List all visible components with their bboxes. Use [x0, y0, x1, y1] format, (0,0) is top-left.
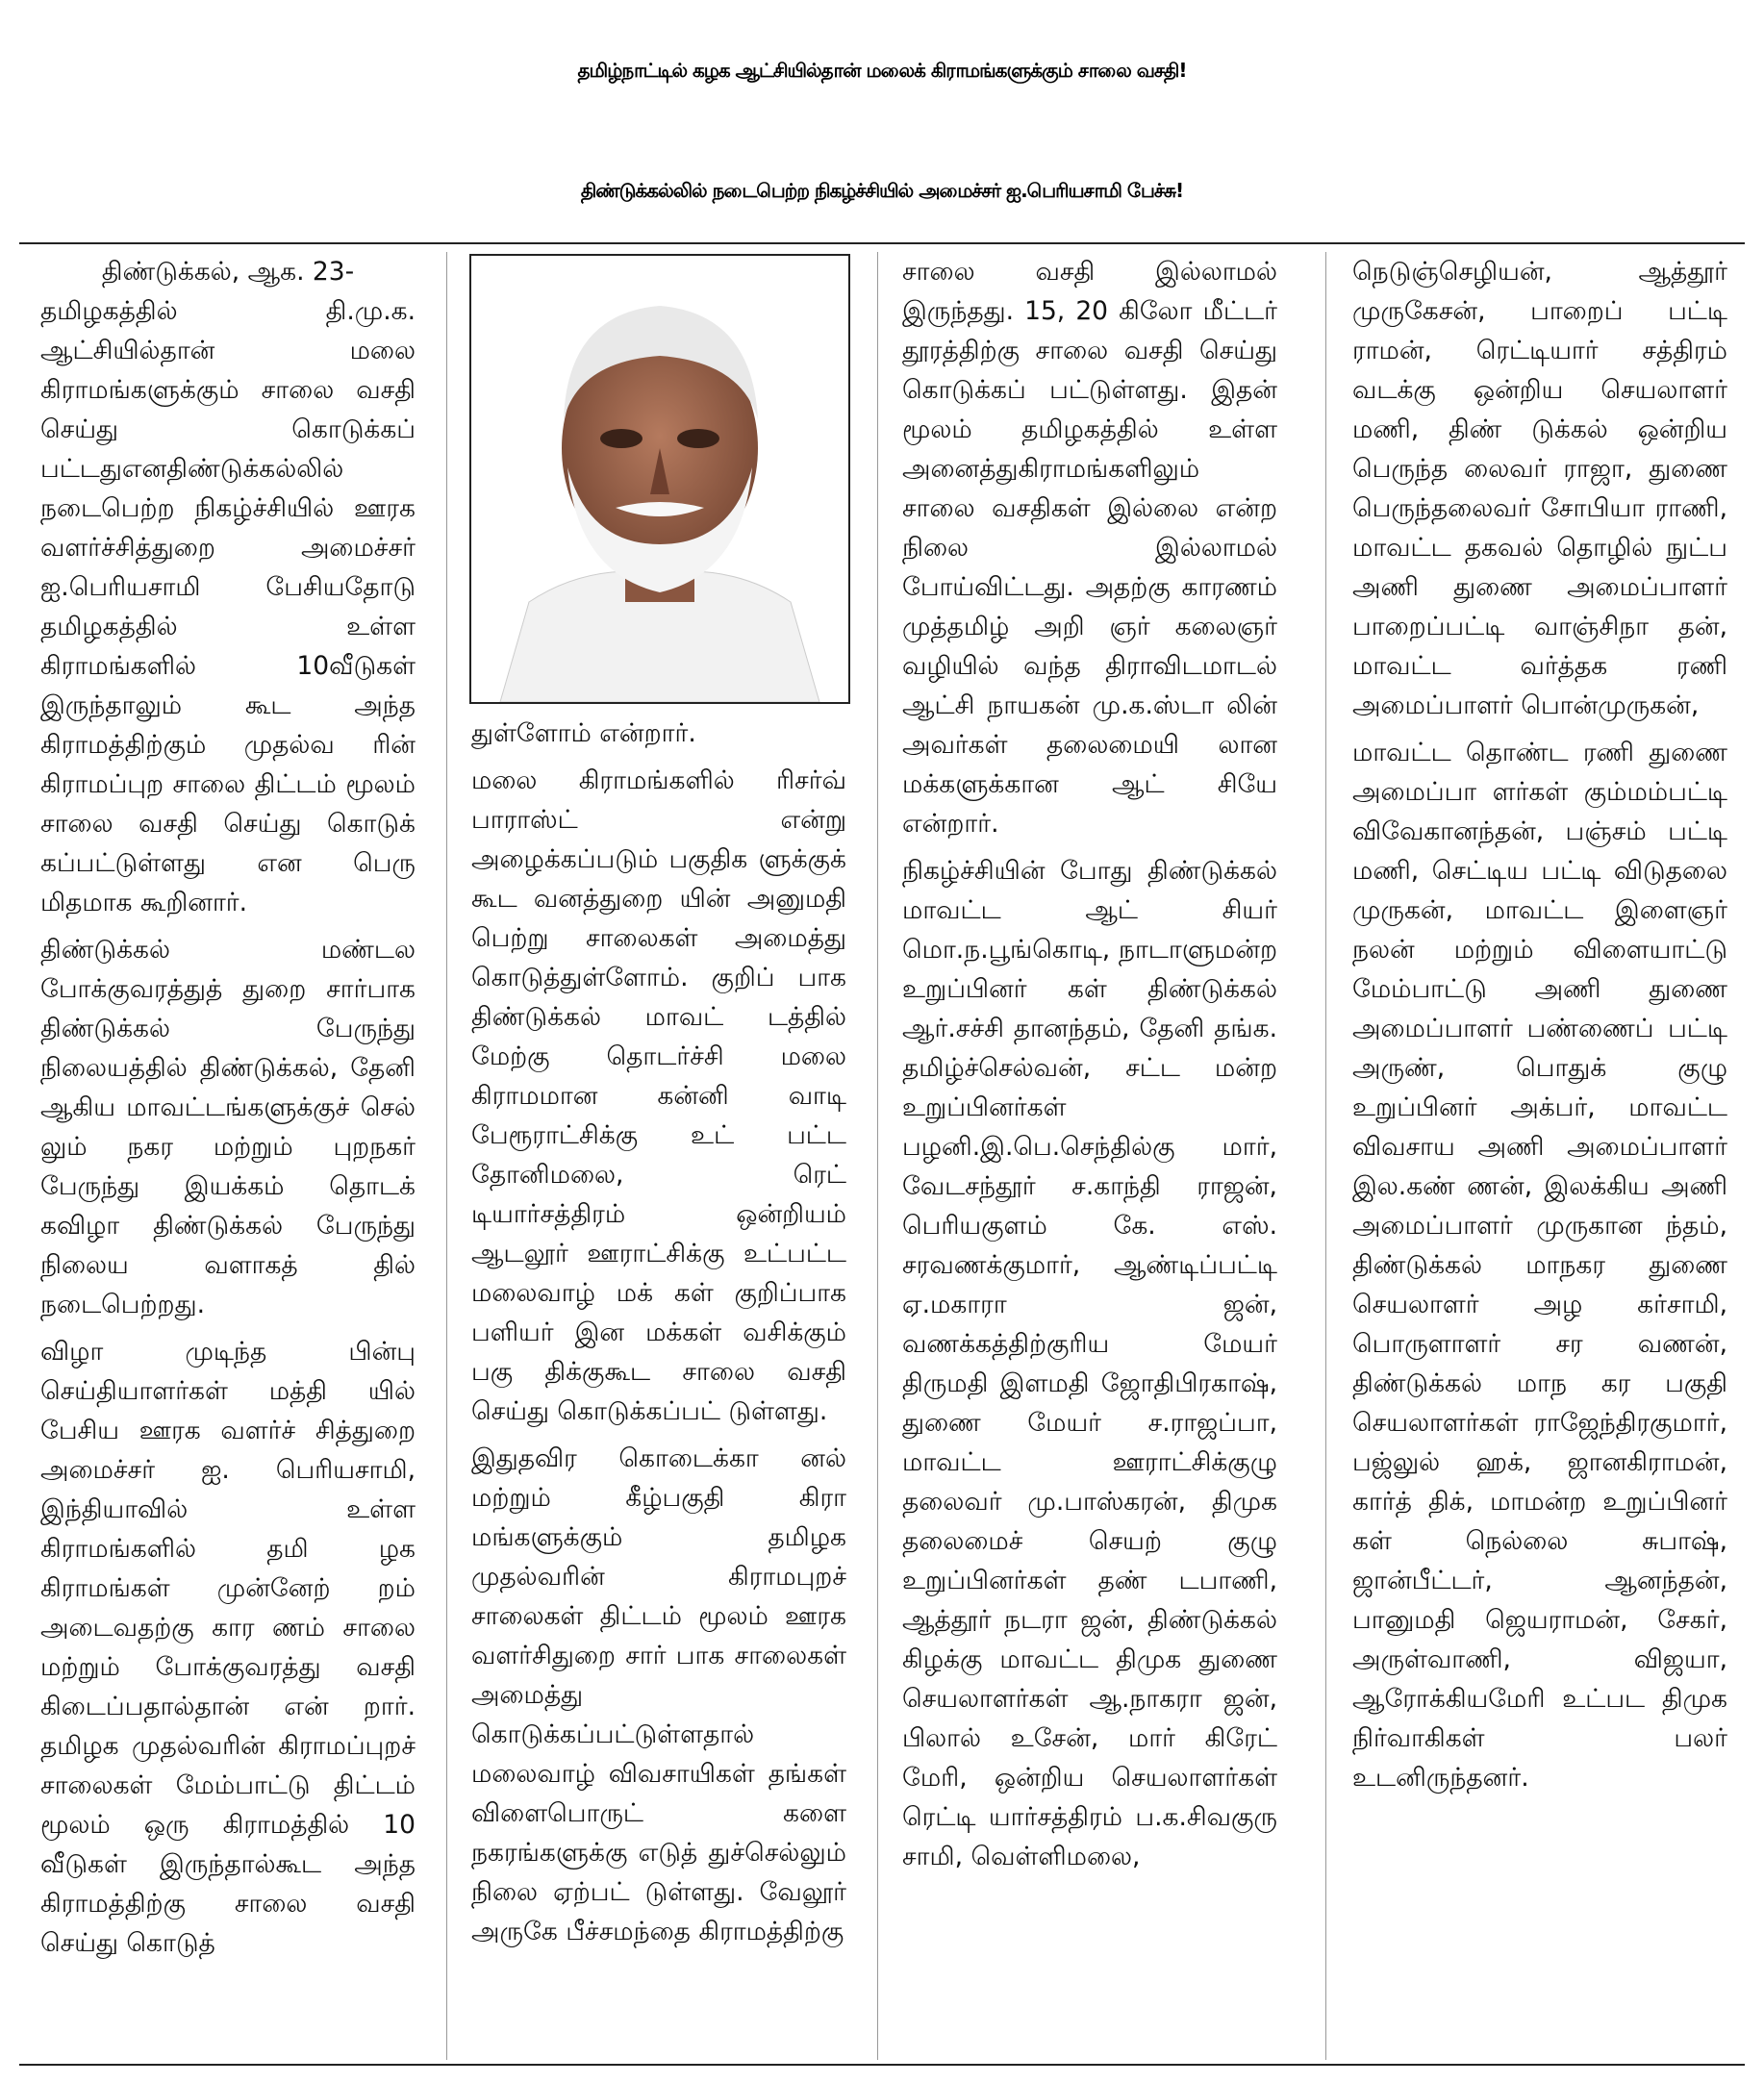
- paragraph: சாலை வசதி இல்லாமல் இருந்தது. 15, 20 கிலோ மீட்டர் தூரத்திற்கு சாலை வசதி செய்து கொடுக்கப் பட்டுள்ளது. இதன் மூலம் தமிழகத்தில் உள்ள அனைத்துகிராமங்களிலும் சாலை வசதிகள் இல்லை என்ற நிலை இல்லாமல் போய்விட்டது. அதற்கு காரணம் முத்தமிழ் அறி ஞர் கலைஞர் வழியில் வந்த திராவிடமாடல் ஆட்சி நாயகன் மு.க.ஸ்டா லின் அவர்கள் தலைமையி லான மக்களுக்கான ஆட் சியே என்றார்.: [902, 257, 1277, 839]
- paragraph: துள்ளோம் என்றார்.: [471, 718, 696, 748]
- paragraph: மாவட்ட தொண்ட ரணி துணை அமைப்பா ளர்கள் கும்மம்பட்டி விவேகானந்தன், பஞ்சம் பட்டி மணி, செட்டிய பட்டி விடுதலை முருகன், மாவட்ட இளைஞர் நலன் மற்றும் விளையாட்டு மேம்பாட்டு அணி துணை அமைப்பாளர் பண்ணைப் பட்டி அருண், பொதுக் குழு உறுப்பினர் அக்பர், மாவட்ட விவசாய அணி அமைப்பாளர் இல.கண் ணன், இலக்கிய அணி அமைப்பாளர் முருகான ந்தம், திண்டுக்கல் மாநகர துணை செயலாளர் அழ கர்சாமி, பொருளாளர் சர வணன், திண்டுக்கல் மாந கர பகுதி செயலாளர்கள் ராஜேந்திரகுமார், பஜ்லுல் ஹக், ஜானகிராமன், கார்த் திக், மாமன்ற உறுப்பினர் கள் நெல்லை சுபாஷ், ஜான்பீட்டர், ஆனந்தன், பானுமதி ஜெயராமன், சேகர், அருள்வாணி, விஜயா, ஆரோக்கியமேரி உட்பட திமுக நிர்வாகிகள் பலர் உடனிருந்தனர்.: [1352, 738, 1727, 1793]
- dateline: திண்டுக்கல், ஆக. 23-: [101, 257, 355, 287]
- article-column-2: [471, 714, 846, 2048]
- article-column-4: [1352, 252, 1727, 2048]
- top-divider: [19, 242, 1745, 244]
- article-column-3: [902, 252, 1277, 2048]
- column-divider: [446, 252, 447, 2060]
- headline: தமிழ்நாட்டில் கழக ஆட்சியில்தான் மலைக் கிராமங்களுக்கும் சாலை வசதி!: [577, 59, 1187, 82]
- column-divider: [1325, 252, 1326, 2060]
- paragraph: மலை கிராமங்களில் ரிசர்வ் பாராஸ்ட் என்று அழைக்கப்படும் பகுதிக ளுக்குக் கூட வனத்துறை யின் அனுமதி பெற்று சாலைகள் அமைத்து கொடுத்துள்ளோம். குறிப் பாக திண்டுக்கல் மாவட் டத்தில் மேற்கு தொடர்ச்சி மலை கிராமமான கன்னி வாடி பேரூராட்சிக்கு உட் பட்ட தோனிமலை, ரெட் டியார்சத்திரம் ஒன்றியம் ஆடலூர் ஊராட்சிக்கு உட்பட்ட மலைவாழ் மக் கள் குறிப்பாக பளியர் இன மக்கள் வசிக்கும் பகு திக்குகூட சாலை வசதி செய்து கொடுக்கப்பட் டுள்ளது.: [471, 765, 846, 1426]
- bottom-divider: [19, 2064, 1745, 2066]
- paragraph: நிகழ்ச்சியின் போது திண்டுக்கல் மாவட்ட ஆட் சியர் மொ.ந.பூங்கொடி, நாடாளுமன்ற உறுப்பினர் கள் திண்டுக்கல் ஆர்.சச்சி தானந்தம், தேனி தங்க. தமிழ்ச்செல்வன், சட்ட மன்ற உறுப்பினர்கள் பழனி.இ.பெ.செந்தில்கு மார், வேடசந்தூர் ச.காந்தி ராஜன், பெரியகுளம் கே. எஸ். சரவணக்குமார், ஆண்டிப்பட்டி ஏ.மகாரா ஜன், வணக்கத்திற்குரிய மேயர் திருமதி இளமதி ஜோதிபிரகாஷ், துணை மேயர் ச.ராஜப்பா, மாவட்ட ஊராட்சிக்குழு தலைவர் மு.பாஸ்கரன், திமுக தலைமைச் செயற் குழு உறுப்பினர்கள் தண் டபாணி, ஆத்தூர் நடரா ஜன், திண்டுக்கல் கிழக்கு மாவட்ட திமுக துணை செயலாளர்கள் ஆ.நாகரா ஜன், பிலால் உசேன், மார் கிரேட் மேரி, ஒன்றிய செயலாளர்கள் ரெட்டி யார்சத்திரம் ப.க.சிவகுரு சாமி, வெள்ளிமலை,: [902, 856, 1277, 1871]
- column-divider: [877, 252, 878, 2060]
- article-column-1: [40, 252, 416, 2048]
- minister-photo: [469, 254, 850, 704]
- paragraph: திண்டுக்கல் மண்டல போக்குவரத்துத் துறை சார்பாக திண்டுக்கல் பேருந்து நிலையத்தில் திண்டுக்கல், தேனி ஆகிய மாவட்டங்களுக்குச் செல் லும் நகர மற்றும் புறநகர் பேருந்து இயக்கம் தொடக் கவிழா திண்டுக்கல் பேருந்து நிலைய வளாகத் தில் நடைபெற்றது.: [40, 935, 416, 1319]
- paragraph: நெடுஞ்செழியன், ஆத்தூர் முருகேசன், பாறைப் பட்டி ராமன், ரெட்டியார் சத்திரம் வடக்கு ஒன்றிய செயலாளர் மணி, திண் டுக்கல் ஒன்றிய பெருந்த லைவர் ராஜா, துணை பெருந்தலைவர் சோபியா ராணி, மாவட்ட தகவல் தொழில் நுட்ப அணி துணை அமைப்பாளர் பாறைப்பட்டி வாஞ்சிநா தன், மாவட்ட வர்த்தக ரணி அமைப்பாளர் பொன்முருகன்,: [1352, 257, 1727, 720]
- portrait-image: [471, 256, 848, 702]
- paragraph: விழா முடிந்த பின்பு செய்தியாளர்கள் மத்தி யில் பேசிய ஊரக வளர்ச் சித்துறை அமைச்சர் ஐ. பெரியசாமி, இந்தியாவில் உள்ள கிராமங்களில் தமி ழக கிராமங்கள் முன்னேற் றம் அடைவதற்கு கார ணம் சாலை மற்றும் போக்குவரத்து வசதி கிடைப்பதால்தான் என் றார். தமிழக முதல்வரின் கிராமப்புறச் சாலைகள் மேம்பாட்டு திட்டம் மூலம் ஒரு கிராமத்தில் 10 வீடுகள் இருந்தால்கூட அந்த கிராமத்திற்கு சாலை வசதி செய்து கொடுத்: [40, 1337, 416, 1958]
- subheadline: திண்டுக்கல்லில் நடைபெற்ற நிகழ்ச்சியில் அமைச்சர் ஐ.பெரியசாமி பேச்சு!: [580, 179, 1184, 202]
- paragraph: தமிழகத்தில் தி.மு.க. ஆட்சியில்தான் மலை கிராமங்களுக்கும் சாலை வசதி செய்து கொடுக்கப் பட்டதுஎனதிண்டுக்கல்லில் நடைபெற்ற நிகழ்ச்சியில் ஊரக வளர்ச்சித்துறை அமைச்சர் ஐ.பெரியசாமி பேசியதோடு தமிழகத்தில் உள்ள கிராமங்களில் 10வீடுகள் இருந்தாலும் கூட அந்த கிராமத்திற்கும் முதல்வ ரின் கிராமப்புற சாலை திட்டம் மூலம் சாலை வசதி செய்து கொடுக் கப்பட்டுள்ளது என பெரு மிதமாக கூறினார்.: [40, 296, 416, 917]
- paragraph: இதுதவிர கொடைக்கா னல் மற்றும் கீழ்பகுதி கிரா மங்களுக்கும் தமிழக முதல்வரின் கிராமபுறச் சாலைகள் திட்டம் மூலம் ஊரக வளர்சிதுறை சார் பாக சாலைகள் அமைத்து கொடுக்கப்பட்டுள்ளதால் மலைவாழ் விவசாயிகள் தங்கள் விளைபொருட் களை நகரங்களுக்கு எடுத் துச்செல்லும் நிலை ஏற்பட் டுள்ளது. வேலூர் அருகே பீச்சமந்தை கிராமத்திற்கு: [471, 1443, 846, 1946]
